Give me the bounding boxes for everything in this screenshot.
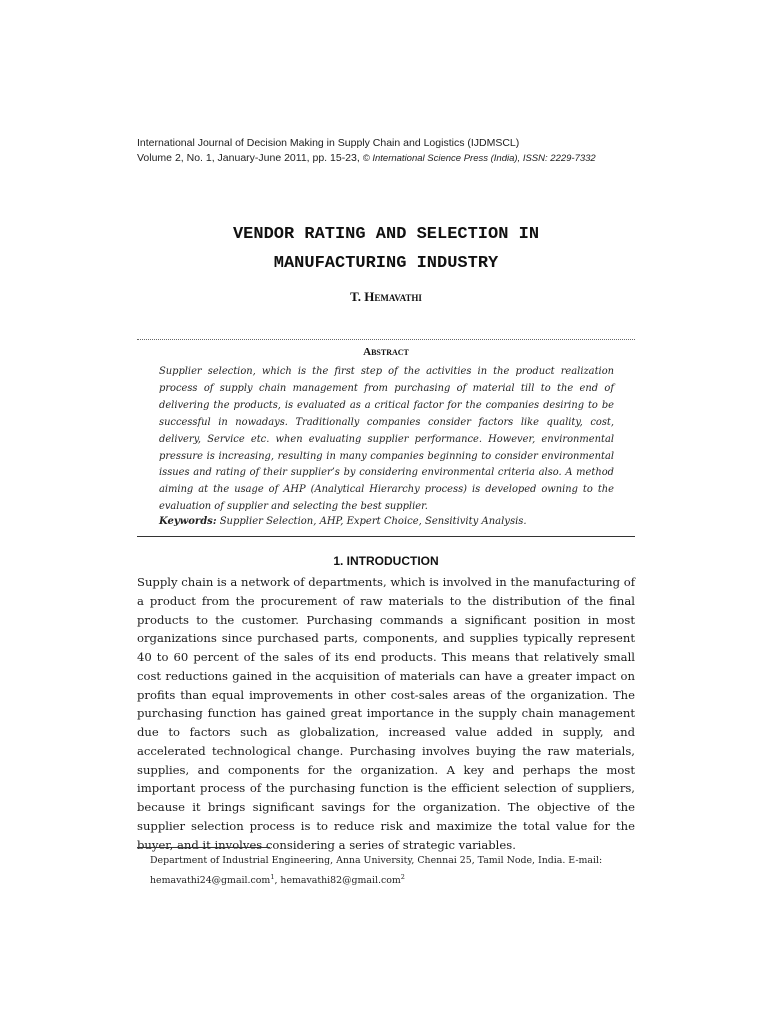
journal-copyright: © International Science Press (India), ISSN: 2229-7332 — [362, 153, 596, 164]
author-footnote — [150, 853, 638, 889]
keywords-list: Supplier Selection, AHP, Expert Choice, Sensitivity Analysis. — [219, 516, 527, 527]
abstract-top-divider — [137, 339, 635, 340]
journal-name: International Journal of Decision Making in Supply Chain and Logistics (IJDMSCL) — [137, 137, 520, 149]
journal-volume-info: Volume 2, No. 1, January-June 2011, pp. 15-23, — [137, 152, 363, 164]
paper-title — [137, 220, 635, 278]
introduction-text: Supply chain is a network of departments, which is involved in the manufacturing of a product from the procurement of raw materials to the distribution of the final products to the customer. Purchasing commands a significant position in most organizations since purchased parts, components, and supplies typically represent 40 to 60 percent of the sales of its end products. This means that relatively small cost reductions gained in the acquisition of materials can have a greater impact on profits than equal improvements in other cost-sales areas of the organization. The purchasing function has gained great importance in the supply chain management due to factors such as globalization, increased value added in supply, and accelerated technological change. Purchasing involves buying the raw materials, supplies, and components for the organization. A key and perhaps the most important process of the purchasing function is the efficient selection of suppliers, because it brings significant savings for the organization. The objective of the supplier selection process is to reduce risk and maximize the total value for the buyer, and it involves considering a series of strategic variables. — [137, 575, 635, 852]
footnote-affiliation: Department of Industrial Engineering, Anna University, Chennai 25, Tamil Node, India. E-mail: — [150, 855, 603, 866]
footnote-emails — [150, 869, 638, 889]
footnote-sup-1: 1 — [270, 873, 275, 881]
abstract-text: Supplier selection, which is the first step of the activities in the product realization process of supply chain management from purchasing of material till to the end of delivering the products, is evaluated as a critical factor for the companies desiring to be successful in nowadays. Traditionally companies consider factors like quality, cost, delivery, Service etc. when evaluating supplier performance. However, environmental pressure is increasing, resulting in many companies beginning to consider environmental issues and rating of their supplier’s by considering environmental criteria also. A method aiming at the usage of AHP (Analytical Hierarchy process) is developed owning to the evaluation of supplier and selecting the best supplier. — [159, 366, 614, 513]
footnote-divider — [137, 847, 270, 848]
paper-title-line-2: MANUFACTURING INDUSTRY — [273, 254, 499, 273]
keywords-label: Keywords: — [159, 516, 217, 527]
keywords-line — [159, 516, 619, 527]
author-name — [137, 289, 635, 305]
introduction-heading: 1. INTRODUCTION — [333, 554, 439, 568]
journal-header — [137, 136, 637, 166]
abstract-heading: Abstract — [363, 346, 409, 358]
abstract-bottom-divider — [137, 536, 635, 537]
journal-volume-line — [137, 151, 637, 166]
author-initial: T. — [350, 289, 362, 304]
footnote-separator: , — [274, 875, 281, 887]
footnote-email-1: hemavathi24@gmail.com — [150, 875, 271, 887]
author-surname: Hemavathi — [364, 289, 422, 304]
paper-title-line-1: VENDOR RATING AND SELECTION IN — [232, 225, 540, 244]
footnote-sup-2: 2 — [400, 873, 405, 881]
footnote-email-2: hemavathi82@gmail.com — [280, 875, 401, 887]
